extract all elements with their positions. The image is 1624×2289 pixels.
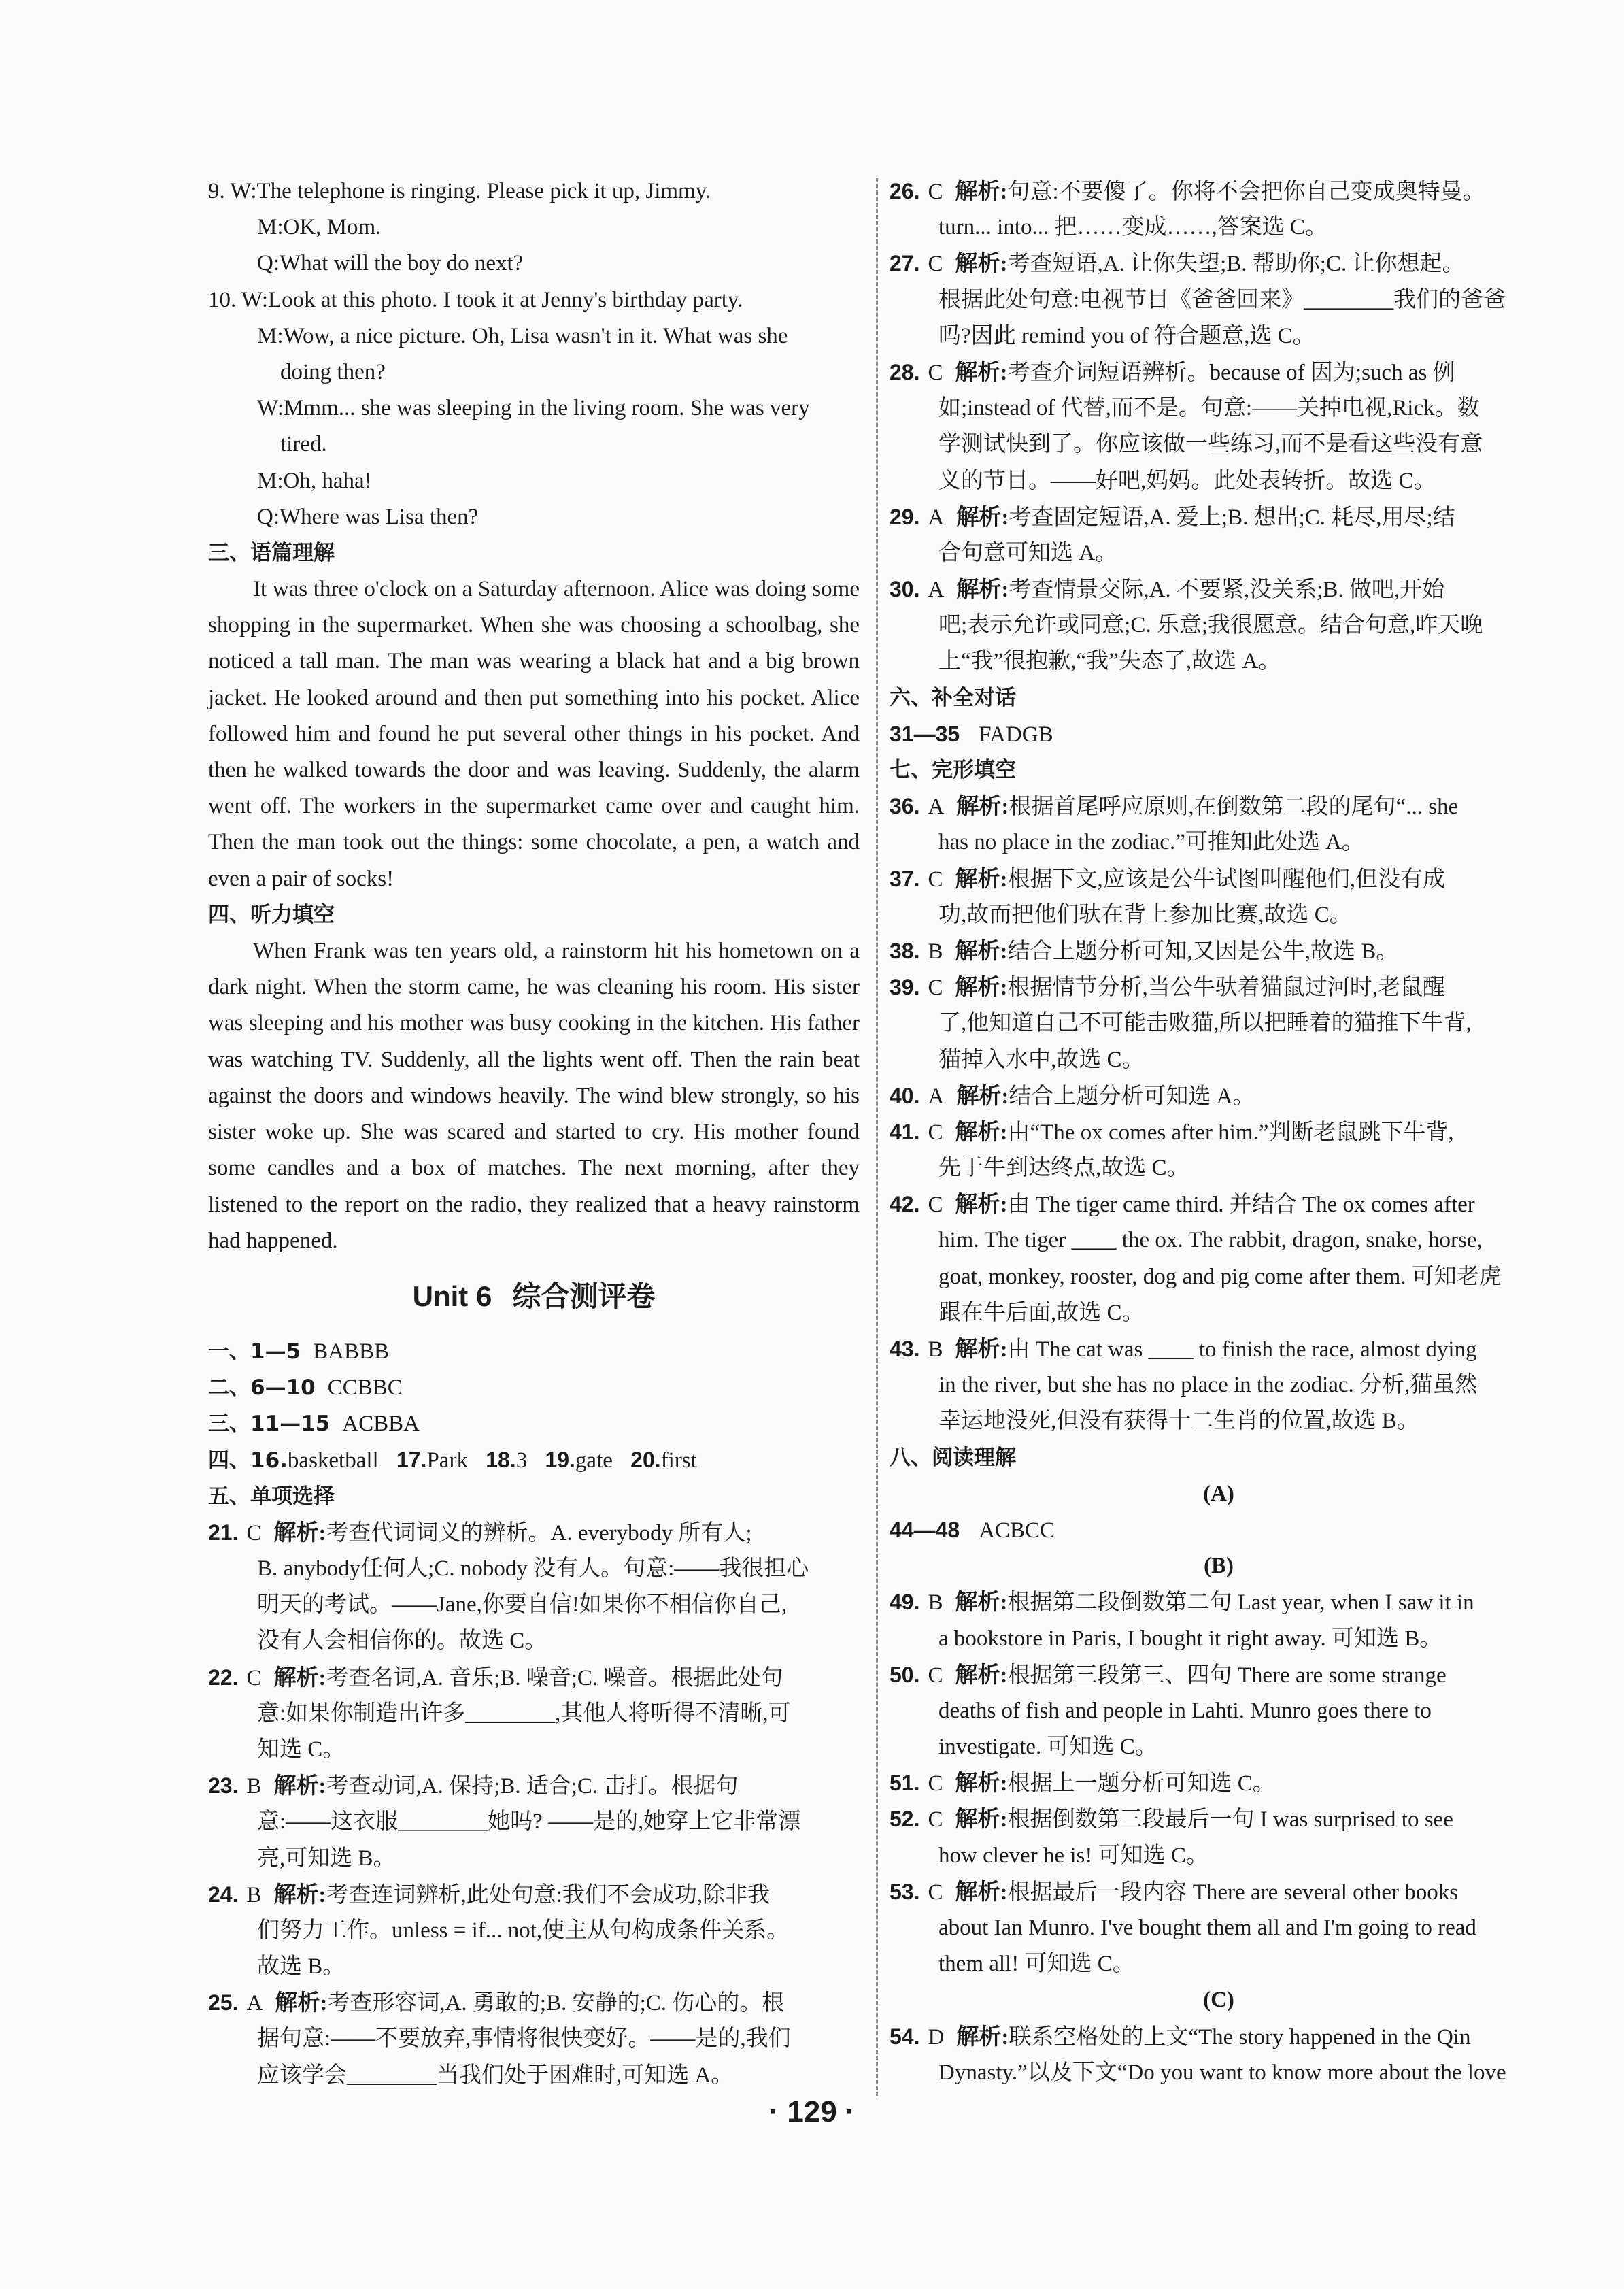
question-number: 53. (890, 1879, 920, 1904)
question-51 (890, 1765, 1548, 1801)
analysis-line: them all! 可知选 C。 (938, 1952, 1135, 1977)
answer-label: 三、11—15 (208, 1411, 331, 1437)
question-22 (208, 1660, 860, 1696)
answer-value: basketball (287, 1448, 379, 1473)
answer-letter: C (928, 180, 943, 204)
analysis-line: 幸运地没死,但没有获得十二生肖的位置,故选 B。 (938, 1409, 1419, 1434)
answer-value: 3 (515, 1448, 528, 1473)
answer-letter: A (928, 578, 945, 603)
q10-line: doing then? (280, 359, 386, 384)
analysis-label: 解析: (275, 1991, 328, 2016)
analysis-line: B. anybody任何人;C. nobody 没有人。句意:——我很担心 (257, 1556, 809, 1582)
analysis-line: 意:如果你制造出许多________,其他人将听得不清晰,可 (257, 1701, 791, 1726)
analysis-text: 结合上题分析可知,又因是公牛,故选 B。 (1007, 939, 1399, 964)
answer-letter: A (928, 1084, 945, 1109)
analysis-line: in the river, but she has no place in the zodiac. 分析,猫虽然 (938, 1373, 1478, 1398)
q9-line: 9. W:The telephone is ringing. Please pick it up, Jimmy. (208, 179, 711, 203)
answer-letter: A (928, 795, 945, 820)
analysis-text: 联系空格处的上文“The story happened in the Qin (1009, 2024, 1471, 2050)
answer-value: CCBBC (327, 1375, 403, 1401)
analysis-label: 解析: (955, 939, 1008, 964)
answer-label: 31—35 (890, 721, 960, 746)
analysis-text: 根据第二段倒数第二句 Last year, when I saw it in (1007, 1590, 1474, 1616)
analysis-line: Dynasty.”以及下文“Do you want to know more about the love (938, 2060, 1506, 2085)
unit-title: Unit 6 (412, 1280, 492, 1312)
analysis-label: 解析: (955, 867, 1008, 892)
question-30 (890, 571, 1548, 607)
question-number: 21. (208, 1520, 239, 1545)
analysis-label: 解析: (956, 1084, 1009, 1109)
analysis-text: 考查代词词义的辨析。A. everybody 所有人; (326, 1520, 752, 1546)
answer-number: 19. (545, 1448, 575, 1473)
question-number: 23. (208, 1773, 239, 1799)
answer-value: ACBBA (342, 1411, 420, 1437)
question-49 (890, 1584, 1548, 1620)
analysis-label: 解析: (955, 360, 1008, 385)
question-26 (890, 173, 1548, 210)
answer-letter: C (246, 1520, 262, 1546)
analysis-label: 解析: (955, 1192, 1008, 1218)
question-number: 36. (890, 794, 920, 819)
answer-letter: C (928, 252, 943, 277)
answer-label: 44—48 (890, 1517, 960, 1542)
question-36 (890, 788, 1548, 824)
section-title: 七、完形填空 (890, 758, 1016, 782)
analysis-line: 先于牛到达终点,故选 C。 (938, 1156, 1189, 1181)
question-39 (890, 969, 1548, 1005)
analysis-text: 根据情节分析,当公牛驮着猫鼠过河时,老鼠醒 (1007, 975, 1445, 1001)
analysis-label: 解析: (956, 795, 1009, 820)
analysis-line: 吗?因此 remind you of 符合题意,选 C。 (938, 323, 1315, 348)
analysis-text: 考查动词,A. 保持;B. 适合;C. 击打。根据句 (326, 1774, 739, 1799)
question-number: 51. (890, 1771, 920, 1796)
analysis-line: 根据此处句意:电视节目《爸爸回来》________我们的爸爸 (938, 287, 1506, 312)
analysis-label: 解析: (273, 1665, 326, 1690)
analysis-label: 解析: (955, 975, 1008, 1001)
analysis-line: 吧;表示允许或同意;C. 乐意;我很愿意。结合句意,昨天晚 (938, 613, 1483, 638)
right-column (890, 173, 1548, 2091)
question-number: 49. (890, 1590, 920, 1615)
analysis-line: 知选 C。 (257, 1737, 345, 1762)
analysis-label: 解析: (273, 1882, 326, 1907)
analysis-text: 考查固定短语,A. 爱上;B. 想出;C. 耗尽,用尽;结 (1009, 505, 1455, 530)
q10-line: tired. (280, 432, 327, 457)
q10-line: M:Oh, haha! (257, 468, 372, 493)
q9-line: M:OK, Mom. (257, 215, 382, 240)
analysis-line: goat, monkey, rooster, dog and pig come after them. 可知老虎 (938, 1264, 1502, 1289)
answer-value: BABBB (313, 1339, 390, 1364)
q9-line: Q:What will the boy do next? (257, 251, 524, 276)
part-label: (C) (1203, 1988, 1234, 2013)
answer-value: FADGB (979, 722, 1053, 747)
analysis-line: him. The tiger ____ the ox. The rabbit, dragon, snake, horse, (938, 1228, 1483, 1253)
analysis-line: turn... into... 把……变成……,答案选 C。 (938, 215, 1328, 240)
answer-letter: C (928, 1120, 943, 1145)
question-27 (890, 246, 1548, 282)
analysis-line: 合句意可知选 A。 (938, 540, 1118, 565)
analysis-line: 跟在牛后面,故选 C。 (938, 1300, 1145, 1325)
answer-letter: C (928, 1192, 943, 1218)
analysis-text: 考查情景交际,A. 不要紧,没关系;B. 做吧,开始 (1009, 578, 1445, 603)
answer-row (890, 1512, 1548, 1548)
question-number: 30. (890, 577, 920, 602)
reading-passage: It was three o'clock on a Saturday afternoon. Alice was doing some shopping in the supermarket. When she was choosing a schoolbag, she noticed a tall man. The man was wearing a black hat and a big brown jacket. He looked around and then put something into his pocket. Alice followed him and found he put several other things in his pocket. And then he walked towards the door and was leaving. Suddenly, the alarm went off. The workers in the supermarket came over and caught him. Then the man took out the things: some chocolate, a pen, a watch and even a pair of socks! (208, 577, 860, 891)
answer-letter: B (928, 1337, 943, 1362)
left-column (208, 173, 860, 2094)
answer-number: 17. (396, 1448, 427, 1473)
answer-letter: C (246, 1665, 262, 1690)
unit-heading (208, 1259, 860, 1334)
question-24 (208, 1877, 860, 1913)
page-number: · 129 · (768, 2095, 856, 2128)
analysis-line: about Ian Munro. I've bought them all and I'm going to read (938, 1916, 1476, 1940)
analysis-text: 句意:不要傻了。你将不会把你自己变成奥特曼。 (1007, 180, 1485, 204)
answer-letter: C (928, 1771, 943, 1797)
analysis-label: 解析: (955, 1590, 1008, 1616)
analysis-line: 亮,可知选 B。 (257, 1845, 396, 1871)
analysis-line: 猫掉入水中,故选 C。 (938, 1047, 1145, 1072)
question-number: 41. (890, 1119, 920, 1144)
answer-letter: C (928, 1807, 943, 1833)
answer-letter: C (928, 360, 943, 385)
analysis-label: 解析: (273, 1520, 326, 1546)
question-54 (890, 2019, 1548, 2055)
analysis-line: 如;instead of 代替,而不是。句意:——关掉电视,Rick。数 (938, 396, 1480, 421)
question-53 (890, 1874, 1548, 1910)
q10-line: Q:Where was Lisa then? (257, 504, 479, 529)
question-number: 39. (890, 975, 920, 1000)
question-40 (890, 1078, 1548, 1114)
answer-value: ACBCC (979, 1518, 1055, 1543)
answer-letter: B (928, 939, 943, 964)
question-number: 29. (890, 504, 920, 529)
answer-row (890, 716, 1548, 752)
question-37 (890, 861, 1548, 897)
analysis-text: 根据最后一段内容 There are several other books (1007, 1879, 1459, 1905)
analysis-text: 根据第三段第三、四句 There are some strange (1007, 1663, 1447, 1688)
question-number: 22. (208, 1665, 239, 1690)
answer-letter: A (928, 505, 945, 530)
analysis-label: 解析: (955, 1807, 1008, 1833)
question-42 (890, 1186, 1548, 1222)
question-21 (208, 1515, 860, 1551)
question-number: 25. (208, 1990, 239, 2016)
answer-row (208, 1442, 860, 1478)
analysis-text: 考查形容词,A. 勇敢的;B. 安静的;C. 伤心的。根 (327, 1991, 785, 2016)
question-number: 24. (208, 1882, 239, 1907)
analysis-text: 考查短语,A. 让你失望;B. 帮助你;C. 让你想起。 (1007, 252, 1465, 277)
answer-letter: B (246, 1882, 262, 1907)
analysis-line: 功,故而把他们驮在背上参加比赛,故选 C。 (938, 902, 1352, 927)
unit-subtitle: 综合测评卷 (512, 1280, 656, 1312)
analysis-label: 解析: (273, 1774, 326, 1799)
question-41 (890, 1114, 1548, 1150)
analysis-line: 据句意:——不要放弃,事情将很快变好。——是的,我们 (257, 2026, 791, 2052)
answer-letter: B (928, 1590, 943, 1616)
answer-row (208, 1406, 860, 1442)
question-25 (208, 1985, 860, 2021)
section-title: 四、听力填空 (208, 902, 335, 927)
analysis-label: 解析: (956, 505, 1009, 530)
section-title: 六、补全对话 (890, 685, 1016, 710)
question-number: 54. (890, 2024, 920, 2049)
answer-label: 二、6—10 (208, 1375, 316, 1401)
analysis-label: 解析: (955, 1337, 1008, 1362)
answer-letter: B (246, 1774, 262, 1799)
answer-letter: A (246, 1991, 263, 2016)
analysis-text: 由“The ox comes after him.”判断老鼠跳下牛背, (1007, 1120, 1454, 1145)
question-number: 50. (890, 1662, 920, 1687)
analysis-line: investigate. 可知选 C。 (938, 1735, 1157, 1760)
analysis-label: 解析: (955, 1879, 1008, 1905)
q10-line: 10. W:Look at this photo. I took it at Jenny's birthday party. (208, 287, 743, 312)
answer-letter: D (928, 2024, 945, 2050)
section-title: 三、语篇理解 (208, 540, 335, 565)
analysis-line: 了,他知道自己不可能击败猫,所以把睡着的猫推下牛背, (938, 1011, 1472, 1036)
analysis-line: has no place in the zodiac.”可推知此处选 A。 (938, 830, 1364, 855)
question-29 (890, 499, 1548, 535)
analysis-label: 解析: (955, 1663, 1008, 1688)
section-title: 五、单项选择 (208, 1484, 335, 1509)
analysis-label: 解析: (955, 180, 1008, 204)
question-52 (890, 1801, 1548, 1837)
answer-value: Park (426, 1448, 468, 1473)
q10-line: W:Mmm... she was sleeping in the living room. She was very (257, 396, 810, 421)
question-38 (890, 933, 1548, 969)
analysis-text: 考查连词辨析,此处句意:我们不会成功,除非我 (326, 1882, 771, 1907)
question-number: 26. (890, 179, 920, 203)
analysis-text: 考查介词短语辨析。because of 因为;such as 例 (1007, 360, 1455, 385)
question-50 (890, 1657, 1548, 1693)
analysis-line: a bookstore in Paris, I bought it right away. 可知选 B。 (938, 1626, 1442, 1651)
analysis-line: 明天的考试。——Jane,你要自信!如果你不相信你自己, (257, 1592, 788, 1618)
analysis-text: 由 The cat was ____ to finish the race, almost dying (1007, 1337, 1477, 1362)
answer-label: 四、16. (208, 1448, 288, 1473)
analysis-line: 学测试快到了。你应该做一些练习,而不是看这些没有意 (938, 432, 1483, 457)
section-title: 八、阅读理解 (890, 1445, 1016, 1470)
analysis-text: 根据上一题分析可知选 C。 (1007, 1771, 1275, 1797)
column-divider (876, 178, 878, 2096)
analysis-label: 解析: (956, 2024, 1009, 2050)
analysis-line: 义的节目。——好吧,妈妈。此处表转折。故选 C。 (938, 468, 1436, 493)
question-43 (890, 1331, 1548, 1367)
question-number: 43. (890, 1337, 920, 1361)
analysis-label: 解析: (955, 1771, 1008, 1797)
answer-label: 一、1—5 (208, 1339, 301, 1364)
answer-letter: C (928, 1879, 943, 1905)
analysis-text: 根据下文,应该是公牛试图叫醒他们,但没有成 (1007, 867, 1445, 892)
question-number: 28. (890, 359, 920, 384)
q10-line: M:Wow, a nice picture. Oh, Lisa wasn't in it. What was she (257, 323, 788, 348)
answer-value: gate (575, 1448, 613, 1473)
question-number: 42. (890, 1192, 920, 1217)
analysis-line: how clever he is! 可知选 C。 (938, 1843, 1208, 1868)
question-number: 27. (890, 251, 920, 276)
answer-row (208, 1334, 860, 1370)
question-28 (890, 354, 1548, 390)
question-23 (208, 1768, 860, 1804)
answer-row (208, 1370, 860, 1406)
analysis-line: 没有人会相信你的。故选 C。 (257, 1628, 547, 1654)
analysis-label: 解析: (955, 252, 1008, 277)
part-label: (B) (1204, 1554, 1234, 1579)
answer-letter: C (928, 975, 943, 1001)
part-label: (A) (1203, 1481, 1234, 1506)
analysis-line: 们努力工作。unless = if... not,使主从句构成条件关系。 (257, 1918, 790, 1943)
analysis-text: 考查名词,A. 音乐;B. 噪音;C. 噪音。根据此处句 (326, 1665, 783, 1690)
question-number: 37. (890, 866, 920, 891)
analysis-line: deaths of fish and people in Lahti. Munro goes there to (938, 1698, 1432, 1723)
question-number: 52. (890, 1807, 920, 1832)
listening-passage: When Frank was ten years old, a rainstorm hit his hometown on a dark night. When the storm came, he was cleaning his room. His sister was sleeping and his mother was busy cooking in the kitchen. His father was watching TV. Suddenly, all the lights went off. Then the rain beat against the doors and windows heavily. The wind blew strongly, so his sister woke up. She was scared and started to cry. His mother found some candles and a box of matches. The next morning, after they listened to the report on the radio, they realized that a heavy rainstorm had happened. (208, 939, 860, 1253)
answer-value: first (660, 1448, 697, 1473)
analysis-label: 解析: (956, 578, 1009, 603)
analysis-text: 结合上题分析可知选 A。 (1009, 1084, 1255, 1109)
analysis-line: 意:——这衣服________她吗? ——是的,她穿上它非常漂 (257, 1809, 801, 1835)
analysis-text: 根据倒数第三段最后一句 I was surprised to see (1007, 1807, 1453, 1833)
analysis-text: 根据首尾呼应原则,在倒数第二段的尾句“... she (1009, 795, 1459, 820)
analysis-line: 应该学会________当我们处于困难时,可知选 A。 (257, 2062, 734, 2088)
answer-letter: C (928, 1663, 943, 1688)
answer-letter: C (928, 867, 943, 892)
answer-number: 18. (486, 1448, 516, 1473)
question-number: 40. (890, 1083, 920, 1108)
answer-number: 20. (630, 1448, 661, 1473)
analysis-line: 故选 B。 (257, 1954, 345, 1979)
analysis-label: 解析: (955, 1120, 1008, 1145)
analysis-text: 由 The tiger came third. 并结合 The ox comes after (1007, 1192, 1475, 1218)
question-number: 38. (890, 938, 920, 963)
analysis-line: 上“我”很抱歉,“我”失态了,故选 A。 (938, 649, 1281, 674)
